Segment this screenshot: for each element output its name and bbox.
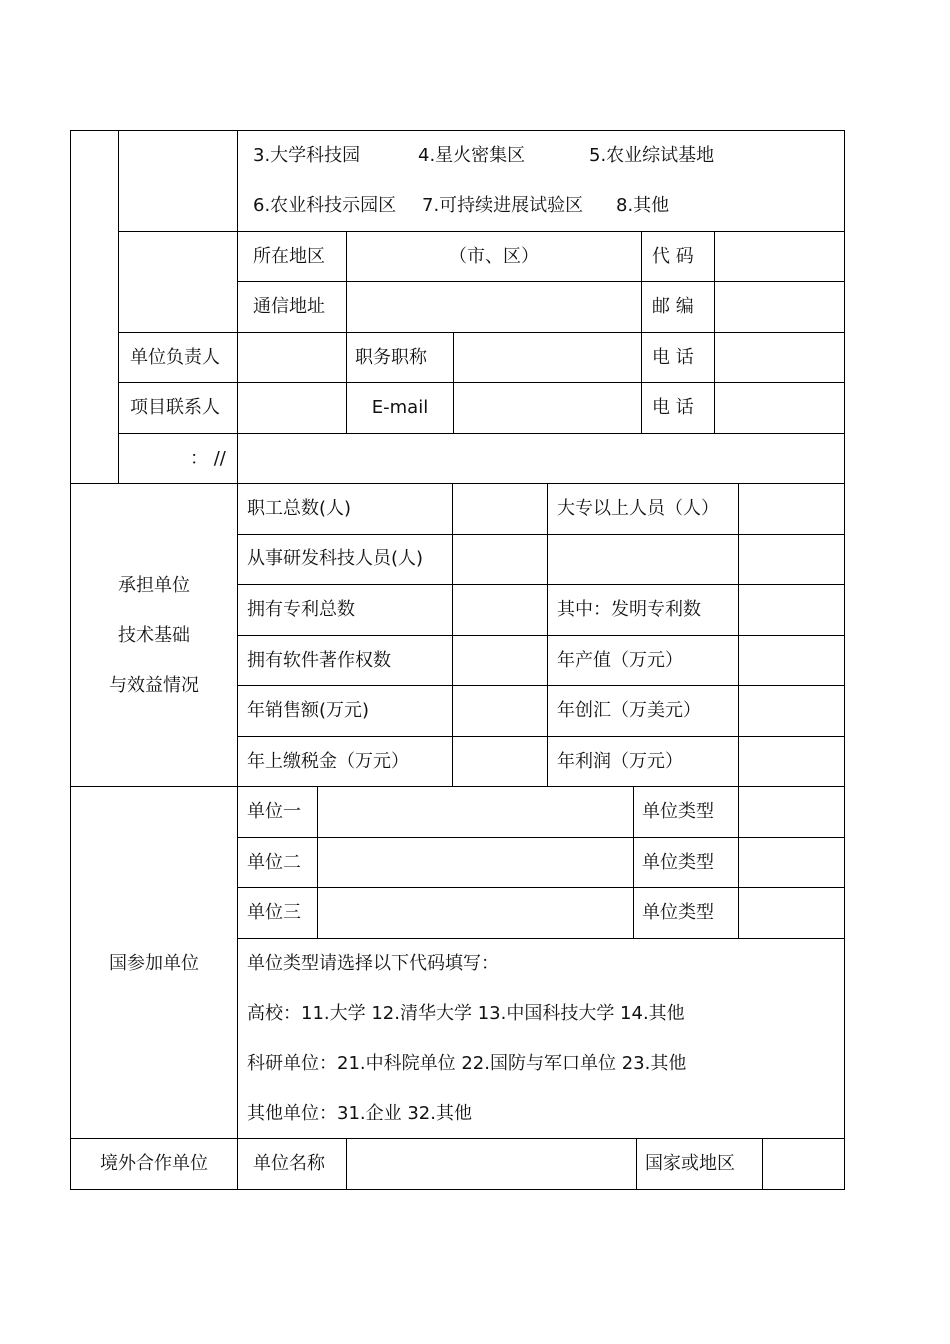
grid-line xyxy=(237,281,845,282)
stat-label: 年销售额(万元) xyxy=(247,700,370,721)
grid-line xyxy=(237,887,845,888)
grid-line xyxy=(452,483,453,787)
grid-line xyxy=(118,332,845,333)
table-border-bottom xyxy=(70,1189,845,1190)
grid-line xyxy=(70,483,845,484)
grid-line xyxy=(346,1138,347,1190)
zone-option: 4.星火密集区 xyxy=(418,145,526,166)
grid-line xyxy=(237,685,845,686)
grid-line xyxy=(237,534,845,535)
region-value[interactable]: （市、区） xyxy=(449,246,539,267)
email-label: E-mail xyxy=(371,397,429,418)
unit-name-label: 单位一 xyxy=(247,801,301,822)
stat-label: 从事研发科技人员(人) xyxy=(247,548,424,569)
grid-line xyxy=(547,483,548,787)
unit-name-label: 单位三 xyxy=(247,902,301,923)
section-label: 技术基础 xyxy=(118,625,190,646)
table-border-right xyxy=(844,130,845,1190)
type-note: 其他单位：31.企业 32.其他 xyxy=(247,1103,472,1124)
grid-line xyxy=(714,231,715,433)
grid-line xyxy=(641,231,642,433)
grid-line xyxy=(70,1138,845,1139)
stat-label: 拥有软件著作权数 xyxy=(247,650,391,671)
country-label: 国家或地区 xyxy=(645,1153,735,1174)
stat-label: 大专以上人员（人） xyxy=(557,498,719,519)
grid-line xyxy=(237,736,845,737)
grid-line xyxy=(237,584,845,585)
stat-label: 职工总数(人) xyxy=(247,498,352,519)
table-border-top xyxy=(70,130,845,131)
stat-label: 年上缴税金（万元） xyxy=(247,751,409,772)
foreign-name-label: 单位名称 xyxy=(253,1153,325,1174)
section-label: 境外合作单位 xyxy=(100,1153,208,1174)
grid-line xyxy=(118,231,845,232)
grid-line xyxy=(237,938,845,939)
grid-line xyxy=(762,1138,763,1190)
section-label: 与效益情况 xyxy=(109,675,199,696)
grid-line xyxy=(118,382,845,383)
grid-line xyxy=(118,130,119,484)
type-note: 高校：11.大学 12.清华大学 13.中国科技大学 14.其他 xyxy=(247,1003,685,1024)
head-label: 单位负责人 xyxy=(130,347,220,368)
address-label: 通信地址 xyxy=(253,296,325,317)
phone-label: 电 话 xyxy=(652,397,694,418)
stat-label: 其中：发明专利数 xyxy=(557,599,701,620)
postcode-label: 邮 编 xyxy=(652,296,694,317)
zone-option: 6.农业科技示园区 xyxy=(253,195,397,216)
grid-line xyxy=(237,635,845,636)
stat-label: 年利润（万元） xyxy=(557,751,683,772)
stat-label: 拥有专利总数 xyxy=(247,599,355,620)
stat-label: 年创汇（万美元） xyxy=(557,700,701,721)
contact-label: 项目联系人 xyxy=(130,397,220,418)
grid-line xyxy=(237,130,238,484)
zone-option: 7.可持续进展试验区 xyxy=(422,195,584,216)
table-border-left xyxy=(70,130,71,1190)
grid-line xyxy=(738,786,739,938)
grid-line xyxy=(317,786,318,938)
web-label: ： // xyxy=(190,448,226,469)
unit-type-label: 单位类型 xyxy=(642,852,714,873)
unit-type-label: 单位类型 xyxy=(642,902,714,923)
type-note: 单位类型请选择以下代码填写： xyxy=(247,953,499,974)
section-label: 国参加单位 xyxy=(109,953,199,974)
zone-option: 5.农业综试基地 xyxy=(589,145,715,166)
grid-line xyxy=(237,837,845,838)
grid-line xyxy=(453,332,454,433)
stat-label: 年产值（万元） xyxy=(557,650,683,671)
zone-option: 8.其他 xyxy=(616,195,670,216)
unit-type-label: 单位类型 xyxy=(642,801,714,822)
phone-label: 电 话 xyxy=(652,347,694,368)
title-label: 职务职称 xyxy=(355,347,427,368)
grid-line xyxy=(237,483,238,787)
grid-line xyxy=(237,1138,238,1190)
unit-name-label: 单位二 xyxy=(247,852,301,873)
grid-line xyxy=(636,1138,637,1190)
grid-line xyxy=(118,433,845,434)
grid-line xyxy=(633,786,634,938)
type-note: 科研单位：21.中科院单位 22.国防与军口单位 23.其他 xyxy=(247,1053,687,1074)
grid-line xyxy=(237,786,238,1139)
section-label: 承担单位 xyxy=(118,575,190,596)
zone-option: 3.大学科技园 xyxy=(253,145,361,166)
grid-line xyxy=(738,483,739,787)
grid-line xyxy=(70,786,845,787)
code-label: 代 码 xyxy=(652,246,694,267)
region-label: 所在地区 xyxy=(253,246,325,267)
